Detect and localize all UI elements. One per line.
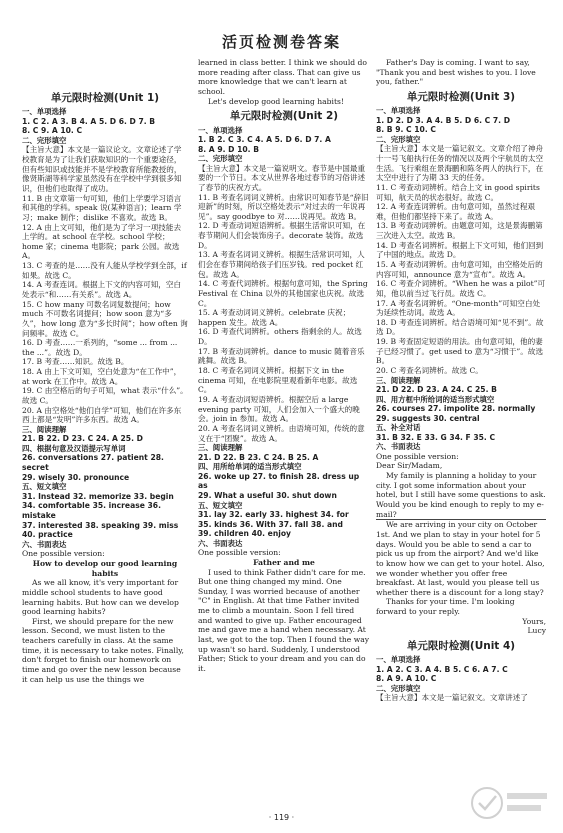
answer-key-line: 26. conversations 27. patient 28. secret <box>22 453 164 473</box>
paragraph: 19. A 考查动词短语辨析。根据空后 a large evening party 可知，人们会加入一个盛大的晚会。join in 参加。故选 A。 <box>198 394 360 424</box>
section-heading: 一、单项选择 <box>376 106 421 116</box>
answer-key-line: 1. A 2. C 3. A 4. B 5. C 6. A 7. C <box>376 664 508 674</box>
paragraph: 14. D 考查名词辨析。根据上下文可知，他们回到了中国的地点。故选 D。 <box>376 240 544 260</box>
paragraph: 【主旨大意】本文是一篇记叙文。文章讲述了 <box>376 693 528 703</box>
paragraph: 16. C 考查介词辨析。“When he was a pilot”可知，他以前当过飞行员。故选 C。 <box>376 279 546 298</box>
watermark-logo <box>467 781 555 827</box>
paragraph: 16. D 考查……一系列的，“some ... from ... the ...”。故选 D。 <box>22 338 178 357</box>
answer-key-line: 39. children 40. enjoy <box>198 529 292 539</box>
section-heading: 六、书面表达 <box>22 539 67 549</box>
paragraph: 【主旨大意】本文是一篇议论文。文章论述了学校教育是为了让我们获取知识的一个重要途径，但有些知识或技能并不是学校教育所能教授的，像贤斯湖等科学家虽然没有在学校中学到很多知识，但他们也取得了成功。 <box>22 145 182 193</box>
paragraph: 20. A 考查名词词义辨析。由语境可知，传统的意义在于“团聚”。故选 A。 <box>198 423 365 443</box>
page-title: 活页检测卷答案 <box>221 33 341 51</box>
section-heading: 四、根据句意及汉语提示写单词 <box>22 444 126 453</box>
paragraph: 【主旨大意】本文是一篇记叙文。文章介绍了神舟十一号飞船执行任务的情况以及两个宇航员的太空生活。飞行乘组在景海鹏和陈冬两人的执行下，在太空中进行了为期 33 天的任务。 <box>376 144 544 183</box>
essay-title: Father and me <box>253 557 315 567</box>
unit-heading: 单元限时检测(Unit 3) <box>406 90 516 103</box>
answer-key-line: 37. interested 38. speaking 39. miss <box>22 520 179 530</box>
answer-key-line: 21. D 22. D 23. A 24. C 25. B <box>376 385 497 395</box>
paragraph: 19. C 由空格后的句子可知，what 表示“什么”。故选 C。 <box>22 386 188 406</box>
section-heading: 三、阅读理解 <box>376 375 421 385</box>
section-heading: 一、单项选择 <box>22 107 67 117</box>
section-heading: 五、短文填空 <box>198 500 243 510</box>
answer-key-line: 31. lay 32. early 33. highest 34. for <box>198 509 349 519</box>
page-number: · 119 · <box>268 812 295 822</box>
answer-key-line: 31. Instead 32. memorize 33. begin <box>22 491 174 501</box>
essay-paragraph: We are arriving in your city on October 1st. And we plan to stay in your hotel for 5 days. Would you be able to send a car to pick us up from the airport? And we'd like to know how we can get to your hotel. Also, we wonder whether you offer free breakfast. At last, would you please tell us whether there is a discount for a long stay? <box>376 520 545 597</box>
unit-heading: 单元限时检测(Unit 2) <box>229 110 339 123</box>
paragraph: One possible version: <box>198 548 281 558</box>
answer-key-line: 1. B 2. C 3. C 4. A 5. D 6. D 7. A <box>198 134 331 144</box>
column-right <box>376 58 546 807</box>
section-heading: 四、用所给单词的适当形式填空 <box>198 462 302 472</box>
paragraph: 11. B 考查名词词义辨析。由常识可知春节是“辞旧迎新”的时刻，所以空格处表示“对过去的一年说再见”。say goodbye to 对……说再见。故选 B。 <box>198 192 369 221</box>
paragraph: 【主旨大意】本文是一篇说明文。春节是中国最重要的一个节日。本文从世界各地过春节的习俗讲述了春节的庆祝方式。 <box>198 163 366 192</box>
answer-key-line: 29. suggests 30. central <box>376 413 480 423</box>
answer-key-line: 29. What a useful 30. shut down <box>198 490 337 500</box>
essay-paragraph: Thanks for your time. I'm looking forward to your reply. <box>376 597 515 617</box>
paragraph: 20. A 由空格处“他们自学”可知，他们在许多东西上都是“发明”许多东西。故选 A。 <box>22 405 182 425</box>
paragraph: 15. A 考查动词辨析。由句意可知，由空格处后的内容可知，announce 意为“宣布”。故选 A。 <box>376 260 543 279</box>
answer-key-line: 21. B 22. D 23. C 24. A 25. D <box>22 434 143 444</box>
section-heading: 四、用方框中所给词的适当形式填空 <box>376 394 495 404</box>
paragraph: 15. C how many 可数名词复数提问；how much 不可数名词提问；how soon 意为“多久”，how long 意为“多长时间”；how often 询问频率。故选 C。 <box>22 299 188 338</box>
paragraph: learned in class better. I think we should do more reading after class. That can give us more knowledge that we can't learn at school. <box>198 58 367 96</box>
answer-key-line: 29. wisely 30. pronounce <box>22 472 130 482</box>
answer-key-line: 26. woke up 27. to finish 28. dress up as <box>198 471 360 491</box>
paragraph: 17. B 考查……知识。故选 B。 <box>22 357 129 367</box>
answer-key-line: 8. C 9. A 10. C <box>22 126 83 136</box>
answer-key-line: 1. C 2. A 3. B 4. A 5. D 6. D 7. B <box>22 116 156 126</box>
paragraph: 20. C 考查名词辨析。故选 C。 <box>376 366 483 376</box>
essay-paragraph: Father's Day is coming. I want to say, "Thank you and best wishes to you. I love you, father." <box>376 58 536 87</box>
column-left <box>22 88 188 807</box>
section-heading: 一、单项选择 <box>376 655 421 665</box>
answer-key-line: 8. B 9. C 10. C <box>376 125 436 135</box>
answer-key-line: 1. D 2. D 3. A 4. B 5. D 6. C 7. D <box>376 115 510 125</box>
unit-heading: 单元限时检测(Unit 1) <box>50 92 160 104</box>
answer-key-line: 31. B 32. E 33. G 34. F 35. C <box>376 432 496 442</box>
paragraph: 18. D 考查连词辨析。结合语境可知“见不到”。故选 D。 <box>376 317 544 337</box>
paragraph: One possible version: <box>22 549 105 559</box>
essay-paragraph: I used to think Father didn't care for me. But one thing changed my mind. One Sunday, I was worried because of another "C" in English. At that time Father invited me to climb a mountain. Soon I fell tired and wanted to give up. Father encouraged me and gave me a hand when necessary. At last, we got to the top. Then I found the way up wasn't so hard. Suddenly, I understood Father; Stick to your dream and you can do it. <box>198 567 370 673</box>
signature-line: Yours, <box>522 616 546 626</box>
answer-key-line: 26. courses 27. impolite 28. normally <box>376 404 536 414</box>
essay-paragraph: First, we should prepare for the new lesson. Second, we must listen to the teachers carefully in class. At the same time, it is necessary to take notes. Finally, don't forget to finish our homework on time and go over the new lesson because it can help us use the things we <box>22 616 184 684</box>
paragraph: Dear Sir/Madam, <box>376 461 443 471</box>
paragraph: 12. A 考查连词辨析。由句意可知，虽然过程艰难，但他们都坚持下来了。故选 A。 <box>376 202 536 221</box>
answer-key-line: 8. A 9. D 10. B <box>198 144 259 154</box>
essay-paragraph: Let's develop good learning habits! <box>208 96 344 106</box>
paragraph: 17. A 考查名词辨析。“One-month”可知空白处为延续性动词。故选 A。 <box>376 298 541 318</box>
paragraph: 18. A 由上下文可知，空白处意为“在工作中”，at work 在工作中。故选 A。 <box>22 367 182 386</box>
essay-paragraph: My family is planning a holiday to your city. I got some information about your hotel, but I still have some questions to ask. Would you be kind enough to reply to my e-mail? <box>376 471 546 519</box>
section-heading: 六、书面表达 <box>198 538 243 548</box>
essay-paragraph: As we all know, it's very important for middle school students to have good learning habits. But how can we develop good learning habits? <box>22 578 179 617</box>
section-heading: 五、补全对话 <box>376 423 421 433</box>
column-middle <box>198 58 370 807</box>
paragraph: 13. C 考查的是……没有人能从学校学到全部，if 如果。故选 C。 <box>22 261 187 280</box>
answer-key-line: 40. practice <box>22 530 73 540</box>
paragraph: 13. A 考查名词词义辨析。根据生活常识可知，人们会在春节期间给孩子们压岁钱。red pocket 红包。故选 A。 <box>198 250 365 279</box>
section-heading: 二、完形填空 <box>22 136 67 145</box>
paragraph: 11. C 考查动词辨析。结合上文 in good spirits 可知，航天员的状态很好。故选 C。 <box>376 182 540 202</box>
section-heading: 六、书面表达 <box>376 442 421 452</box>
answer-key-line: 35. kinds 36. With 37. fall 38. and <box>198 519 343 529</box>
signature-line: Lucy <box>527 626 546 636</box>
paragraph: 15. A 考查动词词义辨析。celebrate 庆祝；happen 发生。故选 A。 <box>198 308 351 327</box>
paragraph: 13. B 考查动词辨析。由题意可知，这是景海鹏第三次进入太空。故选 B。 <box>376 221 543 241</box>
paragraph: 14. C 考查代词辨析。根据句意可知，the Spring Festival 在 China 以外的其他国家也庆祝。故选 C。 <box>198 279 368 308</box>
section-heading: 一、单项选择 <box>198 125 243 135</box>
paragraph: 16. D 考查代词辨析。others 指剩余的人。故选 D。 <box>198 327 362 347</box>
section-heading: 三、阅读理解 <box>198 443 243 453</box>
section-heading: 二、完形填空 <box>376 683 421 693</box>
section-heading: 二、完形填空 <box>198 154 243 164</box>
paragraph: 12. A 由上文可知，他们是为了学习一项技能去上学的。at school 在学校。school 学校；home 家；cinema 电影院；park 公园。故选 A。 <box>22 222 182 261</box>
paragraph: 11. B 由文章第一句可知，他们上学要学习语言和其他的学科。speak 说(某种语言)；learn 学习；make 制作；dislike 不喜欢。故选 B。 <box>22 193 182 222</box>
paragraph: 14. A 考查连词。根据上下文的内容可知，空白处表示“和……有关系”。故选 A。 <box>22 280 182 299</box>
section-heading: 二、完形填空 <box>376 134 421 144</box>
section-heading: 三、阅读理解 <box>22 424 67 434</box>
paragraph: 18. C 考查名词词义辨析。根据下文 in the cinema 可知，在电影院里观看新年电影。故选 C。 <box>198 366 358 395</box>
unit-heading: 单元限时检测(Unit 4) <box>406 639 516 652</box>
essay-title: How to develop our good learning habits <box>32 558 178 578</box>
paragraph: 17. B 考查动词辨析。dance to music 随着音乐跳舞。故选 B。 <box>198 346 365 366</box>
paragraph: 19. B 考查固定短语的用法。由句意可知，他的妻子已经习惯了。get used to 意为“习惯于”。故选 B。 <box>376 337 544 366</box>
paragraph: One possible version: <box>376 451 459 461</box>
paragraph: 12. D 考查动词短语辨析。根据生活常识可知，在春节期间人们会装饰房子。decorate 装饰。故选 D。 <box>198 221 366 250</box>
answer-key-line: 21. D 22. B 23. C 24. B 25. A <box>198 452 319 462</box>
answer-key-line: 8. A 9. A 10. C <box>376 674 437 684</box>
section-heading: 五、短文填空 <box>22 482 67 492</box>
answer-key-line: 34. comfortable 35. increase 36. mistake <box>22 501 161 520</box>
